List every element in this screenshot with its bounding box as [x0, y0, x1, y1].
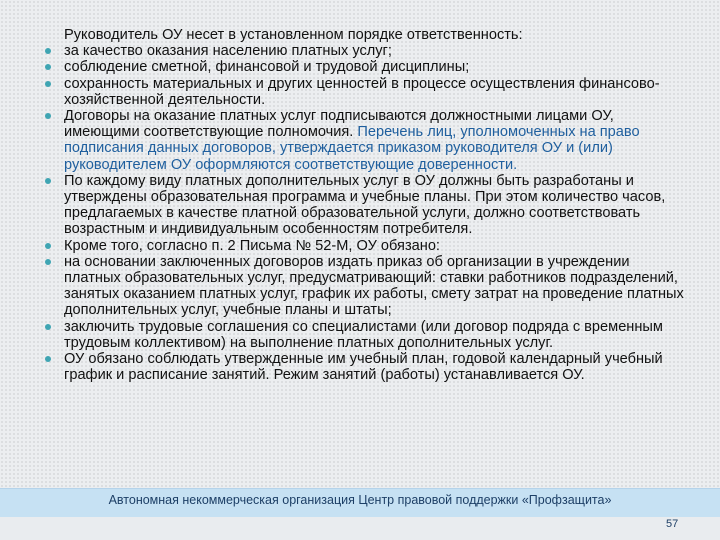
footer-organization: Автономная некоммерческая организация Центр правовой поддержки «Профзащита» [108, 493, 612, 507]
bullet-dot-icon [45, 81, 51, 87]
bullet-dot-icon [45, 259, 51, 265]
list-item [44, 351, 684, 383]
page-number: 57 [666, 518, 679, 530]
bullet-dot-icon [45, 324, 51, 330]
item-text: сохранность материальных и других ценностей в процессе осуществления финансово-хозяйственной деятельности. [64, 75, 660, 108]
item-text: Договоры на оказание платных услуг подписываются должностными лицами ОУ, имеющими соответствующие полномочия. [64, 108, 614, 141]
accent-text: Перечень лиц, уполномоченных на право подписания данных договоров, утверждается приказом руководителя ОУ и (или) руководителем ОУ оформляются соответствующие доверенности. [64, 124, 640, 173]
item-text: Кроме того, согласно п. 2 Письма № 52-М, ОУ обязано: [64, 237, 440, 254]
bullet-dot-icon [45, 243, 51, 249]
bullet-dot-icon [45, 178, 51, 184]
list-item [44, 108, 684, 173]
bullet-dot-icon [45, 48, 51, 54]
list-item [44, 238, 684, 254]
item-text: ОУ обязано соблюдать утвержденные им учебный план, годовой календарный учебный график и расписание занятий. Режим занятий (работы) устанавливается ОУ. [64, 351, 663, 384]
bullet-dot-icon [45, 356, 51, 362]
intro-text: Руководитель ОУ несет в установленном порядке ответственность: [64, 27, 523, 43]
list-item [44, 76, 684, 108]
slide-text-block [44, 27, 684, 383]
bullet-dot-icon [45, 113, 51, 119]
item-text: заключить трудовые соглашения со специалистами (или договор подряда с временным трудовым коллективом) на выполнение платных дополнительных услуг. [64, 318, 663, 351]
bullet-list [44, 43, 684, 383]
list-item [44, 59, 684, 75]
bullet-dot-icon [45, 64, 51, 70]
item-text: за качество оказания населению платных услуг; [64, 43, 392, 60]
list-item [44, 43, 684, 59]
item-text: соблюдение сметной, финансовой и трудовой дисциплины; [64, 59, 470, 76]
item-text: на основании заключенных договоров издать приказ об организации в учреждении платных образовательных услуг, предусматривающий: ставки работников подразделений, занятых оказанием платных услуг, график их работы, смету затрат на проведение платных дополнительных услуг, учебные планы и штаты; [64, 253, 684, 319]
list-item [44, 254, 684, 319]
list-item [44, 319, 684, 351]
item-text: По каждому виду платных дополнительных услуг в ОУ должны быть разработаны и утверждены образовательная программа и учебные планы. При этом количество часов, предлагаемых в качестве платной образовательной услуги, должно соответствовать возрастным и индивидуальным особенностям потребителя. [64, 172, 666, 238]
list-item [44, 173, 684, 238]
